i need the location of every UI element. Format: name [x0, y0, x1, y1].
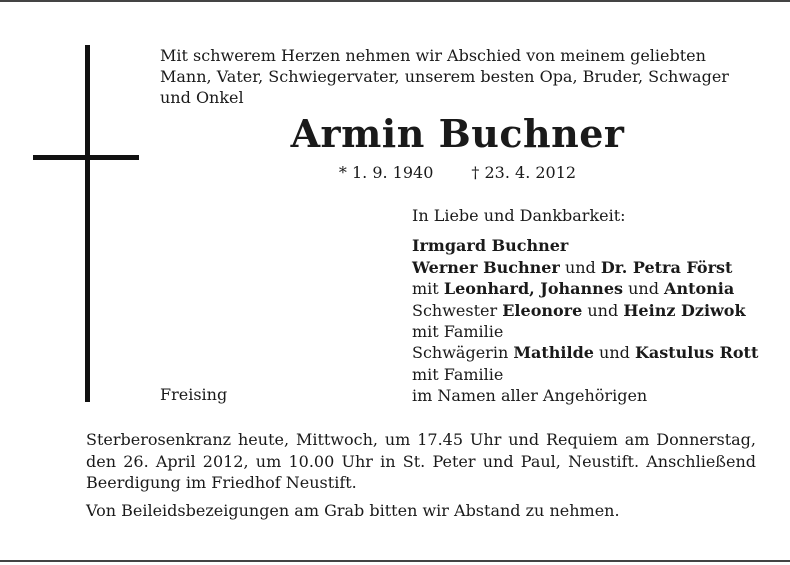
mourner-name: Irmgard Buchner	[412, 236, 569, 256]
cross-icon-horizontal	[33, 155, 139, 160]
mourner-connector: mit	[412, 279, 444, 299]
mourners-block	[412, 205, 758, 407]
mourner-line	[412, 342, 758, 363]
mourner-name: Dr. Petra Först	[600, 257, 733, 277]
mourner-connector: mit Familie	[412, 364, 504, 384]
mourner-name: Kastulus Rott	[634, 343, 759, 363]
mourner-connector: und	[593, 343, 635, 363]
mourner-line	[412, 235, 758, 256]
mourner-name: Antonia	[664, 279, 735, 299]
mourner-line	[412, 278, 758, 299]
mourner-connector: und	[623, 279, 665, 299]
mourner-name: Heinz Dziwok	[623, 300, 746, 320]
deceased-name: Armin Buchner	[290, 111, 625, 156]
mourner-name: Leonhard, Johannes	[443, 279, 623, 299]
mourner-connector: Schwägerin	[412, 343, 514, 363]
place: Freising	[160, 385, 228, 404]
mourner-line	[412, 300, 758, 321]
mourner-line	[412, 257, 758, 278]
life-dates	[160, 163, 755, 183]
mourner-line	[412, 321, 758, 342]
birth-date: * 1. 9. 1940	[338, 163, 434, 182]
bottom-border	[0, 560, 790, 562]
intro-text: Mit schwerem Herzen nehmen wir Abschied von meinem geliebten Mann, Vater, Schwiegervater, unserem besten Opa, Bruder, Schwager und Onkel	[160, 46, 729, 107]
condolence-note: Von Beileidsbezeigungen am Grab bitten wir Abstand zu nehmen.	[86, 500, 620, 520]
mourner-connector: im Namen aller Angehörigen	[412, 386, 648, 406]
mourner-connector: und	[559, 257, 601, 277]
death-date: † 23. 4. 2012	[471, 163, 577, 182]
mourner-connector: mit Familie	[412, 322, 504, 342]
mourner-name: Werner Buchner	[412, 257, 560, 277]
cross-icon-vertical	[85, 45, 90, 402]
service-info: Sterberosenkranz heute, Mittwoch, um 17.45 Uhr und Requiem am Donnerstag, den 26. April 2012, um 10.00 Uhr in St. Peter und Paul, Neustift. Anschließend Beerdigung im Friedhof Neustift.	[86, 430, 756, 492]
mourner-list	[412, 235, 758, 406]
top-border	[0, 0, 790, 2]
footer-text	[86, 429, 756, 521]
mourner-name: Eleonore	[502, 300, 583, 320]
mourner-connector: Schwester	[412, 300, 503, 320]
mourner-name: Mathilde	[513, 343, 594, 363]
dankbarkeit-line: In Liebe und Dankbarkeit:	[412, 206, 626, 225]
mourner-line	[412, 364, 758, 385]
mourner-line	[412, 385, 758, 406]
mourner-connector: und	[582, 300, 624, 320]
